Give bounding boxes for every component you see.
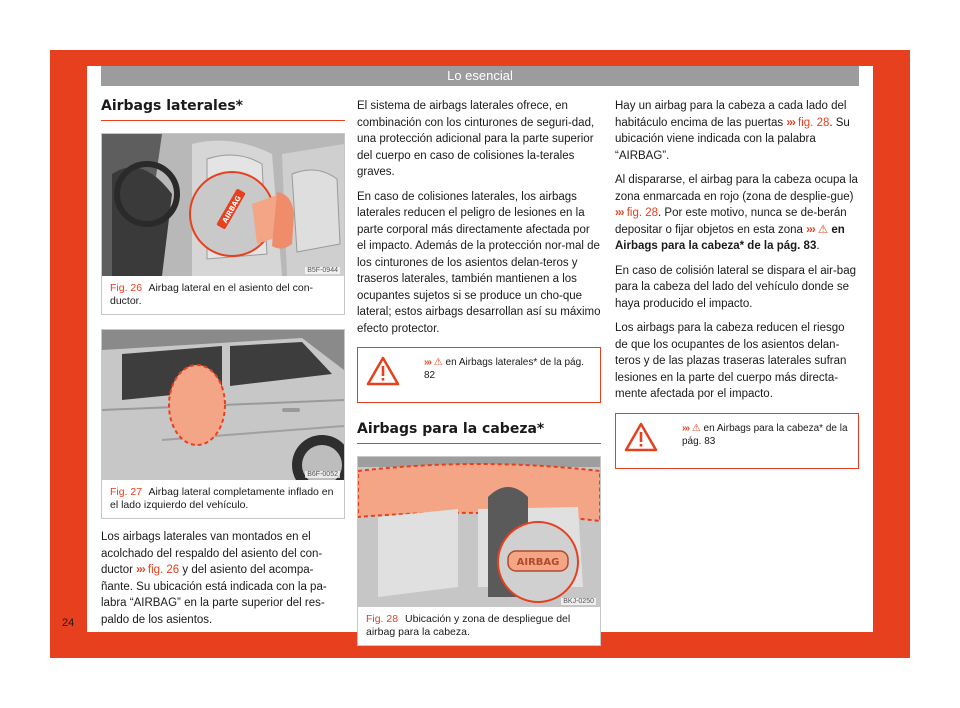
- car-side-illustration: [102, 330, 344, 480]
- header-bar: [101, 66, 859, 86]
- paragraph-airbags-laterales-3: En caso de colisiones laterales, los airbags laterales reducen el peligro de lesiones en la parte corporal más directamente afectada por el impacto. Además de la protección nor-mal de los cinturones de los asientos delan-teros y traseros laterales, también mantienen a los ocupantes sujetos si se produce un cho-que lateral; estos airbags desarrollan así su máximo efecto protector.: [357, 190, 601, 335]
- warning-link-cabeza[interactable]: en Airbags para la cabeza* de la pág. 83: [682, 422, 848, 447]
- reference-arrows: ›››: [136, 564, 145, 576]
- image-code-26: B5F-0944: [307, 267, 338, 274]
- column-3: [615, 98, 859, 469]
- paragraph-airbags-laterales-1: [101, 529, 345, 628]
- fig-26-text: Airbag lateral en el asiento del con-ductor.: [110, 282, 314, 307]
- text-segment: . Por este motivo, nunca se de-berán depositar o fijar objetos en esta zona: [615, 207, 847, 236]
- warning-text-cabeza: [682, 422, 850, 448]
- fig-28-link[interactable]: fig. 28: [798, 116, 830, 129]
- warning-triangle-icon: [366, 356, 400, 386]
- section-title-airbags-laterales: Airbags laterales*: [101, 98, 345, 121]
- seat-airbag-illustration: [102, 134, 344, 276]
- warning-triangle-icon: [624, 422, 658, 452]
- paragraph-cabeza-3: En caso de colisión lateral se dispara el air-bag para la cabeza del lado del vehículo donde se haya producido el impacto.: [615, 264, 856, 310]
- reference-arrows: ›››: [682, 422, 689, 434]
- image-code-28: BKJ-0250: [563, 598, 594, 605]
- text-segment: Hay un airbag para la cabeza a cada lado del habitáculo encima de las puertas: [615, 100, 847, 129]
- fig-28-text: Ubicación y zona de despliegue del airbag para la cabeza.: [366, 613, 571, 638]
- fig-26-caption: [102, 276, 344, 314]
- warning-box-laterales: [357, 347, 601, 403]
- paragraph-cabeza-4: Los airbags para la cabeza reducen el riesgo de que los ocupantes de los asientos delan-teros y de las plazas traseras laterales sufran lesiones en la parte del cuerpo más directa-mente afectada por el impacto.: [615, 322, 847, 400]
- page-number: 24: [62, 617, 75, 629]
- airbag-label-26: AIRBAG: [220, 194, 243, 225]
- text-segment: Al dispararse, el airbag para la cabeza ocupa la zona enmarcada en rojo (zona de desplie-gue): [615, 174, 858, 203]
- warning-text-laterales: [424, 356, 592, 382]
- column-1: [101, 98, 345, 636]
- reference-arrows: ›››: [615, 207, 624, 219]
- fig-28-label: Fig. 28: [366, 613, 399, 625]
- car-image: [102, 330, 344, 480]
- reference-arrows: ›››: [786, 116, 795, 129]
- paragraph-cabeza-1: [615, 98, 859, 164]
- paragraph-cabeza-2: [615, 172, 859, 255]
- figure-28: [357, 456, 601, 646]
- paragraph-airbags-laterales-2: El sistema de airbags laterales ofrece, en combinación con los cinturones de seguri-dad, una protección adicional para la parte superior del cuerpo en caso de colisiones la-terales graves.: [357, 100, 595, 178]
- text-segment: Los airbags laterales van montados en el acolchado del respaldo del asiento del con-ductor: [101, 531, 323, 576]
- fig-28-caption: [358, 607, 600, 645]
- warning-link-laterales[interactable]: en Airbags laterales* de la pág. 82: [424, 357, 584, 381]
- fig-28-link-2[interactable]: fig. 28: [626, 207, 659, 219]
- inline-warning-icon: ⚠: [817, 223, 829, 236]
- figure-27: [101, 329, 345, 519]
- section-title-airbags-cabeza: Airbags para la cabeza*: [357, 421, 601, 444]
- image-code-27: B6F-0052: [307, 471, 338, 478]
- fig-27-label: Fig. 27: [110, 486, 143, 498]
- reference-arrows: ›››: [806, 223, 815, 236]
- text-segment: .: [816, 240, 820, 252]
- warning-box-cabeza: [615, 413, 859, 469]
- inline-warning-icon: ⚠: [691, 422, 701, 434]
- fig-26-label: Fig. 26: [110, 282, 143, 294]
- reference-arrows: ›››: [424, 357, 431, 368]
- fig-26-link[interactable]: fig. 26: [147, 564, 180, 576]
- inline-warning-icon: ⚠: [433, 357, 443, 368]
- cabin-image: [358, 457, 600, 607]
- airbag-label-28: AIRBAG: [516, 557, 560, 568]
- text-segment: . Su ubicación viene indicada con la palabra “AIRBAG”.: [615, 116, 850, 162]
- column-2: [357, 98, 601, 646]
- fig-27-caption: [102, 480, 344, 518]
- text-segment: y del asiento del acompa-ñante. Su ubicación está indicada con la pa-labra “AIRBAG” en la parte superior del res-paldo de los asientos.: [101, 564, 327, 626]
- header-title: Lo esencial: [447, 68, 513, 83]
- figure-26: [101, 133, 345, 315]
- seat-image: [102, 134, 344, 276]
- head-airbag-illustration: [358, 457, 600, 607]
- fig-27-text: Airbag lateral completamente inflado en el lado izquierdo del vehículo.: [110, 486, 334, 511]
- warning-ref-bold[interactable]: en Airbags para la cabeza* de la pág. 83: [615, 223, 845, 252]
